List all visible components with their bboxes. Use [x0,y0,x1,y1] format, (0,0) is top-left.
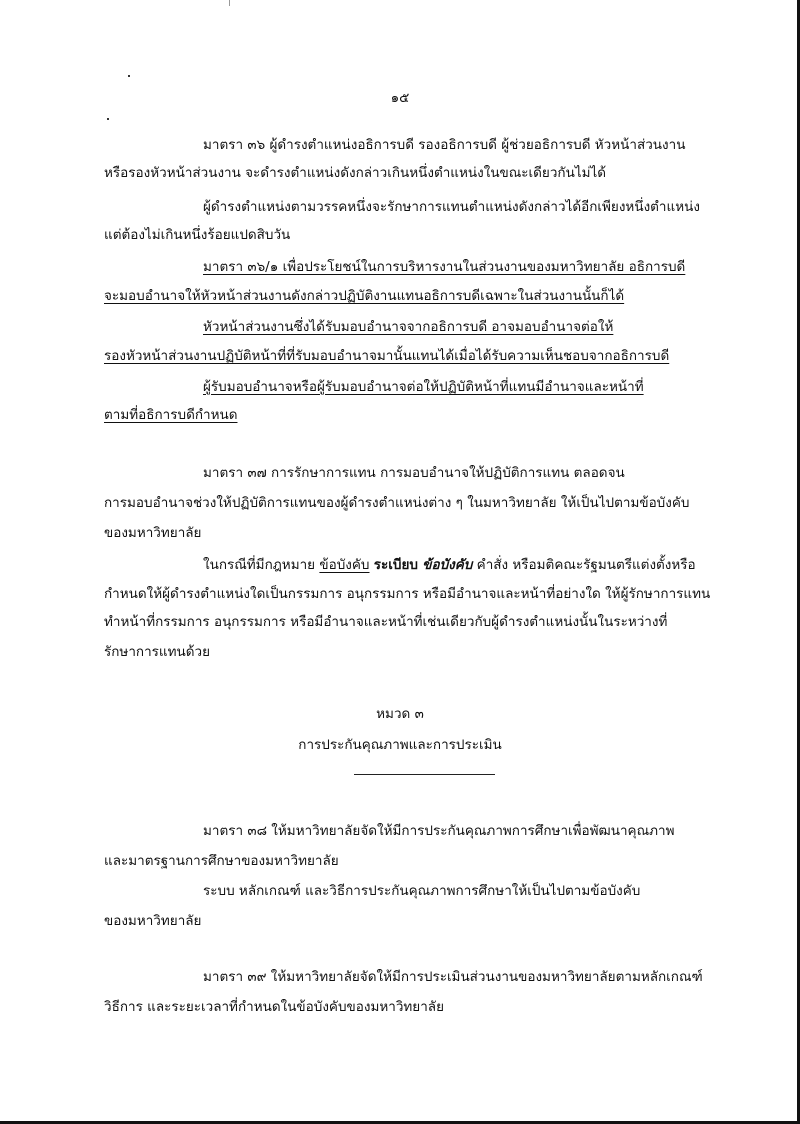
sec38-line2: และมาตรฐานการศึกษาของมหาวิทยาลัย [104,853,339,869]
sec38-line4: ของมหาวิทยาลัย [104,913,202,929]
sec36-1-line3: หัวหน้าส่วนงานซึ่งได้รับมอบอำนาจจากอธิการบดี อาจมอบอำนาจต่อให้ [203,319,614,335]
sec36-1-line4: รองหัวหน้าส่วนงานปฏิบัติหน้าที่ที่รับมอบอำนาจมานั้นแทนได้เมื่อได้รับความเห็นชอบจากอธิการบดี [104,348,670,364]
sec37-line6: ทำหน้าที่กรรมการ อนุกรรมการ หรือมีอำนาจและหน้าที่เช่นเดียวกับผู้ดำรงตำแหน่งนั้นในระหว่างที่ [104,614,668,630]
chapter-number: หมวด ๓ [376,706,424,722]
sec37-line4-part1: ในกรณีที่มีกฎหมาย [203,557,320,573]
sec37-line1: มาตรา ๓๗ การรักษาการแทน การมอบอำนาจให้ปฏิบัติการแทน ตลอดจน [203,465,625,481]
sec38-line1: มาตรา ๓๘ ให้มหาวิทยาลัยจัดให้มีการประกันคุณภาพการศึกษาเพื่อพัฒนาคุณภาพ [203,823,675,839]
sec36-1-line6: ตามที่อธิการบดีกำหนด [104,407,238,423]
sec38-line3: ระบบ หลักเกณฑ์ และวิธีการประกันคุณภาพการศึกษาให้เป็นไปตามข้อบังคับ [203,883,641,899]
sec36-line4: แต่ต้องไม่เกินหนึ่งร้อยแปดสิบวัน [104,227,291,243]
sec36-1-line2: จะมอบอำนาจให้หัวหน้าส่วนงานดังกล่าวปฏิบัติงานแทนอธิการบดีเฉพาะในส่วนงานนั้นก็ได้ [104,288,625,304]
scan-speck [128,75,130,77]
chapter-title: การประกันคุณภาพและการประเมิน [298,737,502,753]
sec36-line2: หรือรองหัวหน้าส่วนงาน จะดำรงตำแหน่งดังกล่าวเกินหนึ่งตำแหน่งในขณะเดียวกันไม่ได้ [104,165,607,181]
sec37-line3: ของมหาวิทยาลัย [104,525,202,541]
sec36-1-line1: มาตรา ๓๖/๑ เพื่อประโยชน์ในการบริหารงานในส่วนงานของมหาวิทยาลัย อธิการบดี [203,259,686,275]
chapter-divider [354,774,495,775]
sec37-line2: การมอบอำนาจช่วงให้ปฏิบัติการแทนของผู้ดำรงตำแหน่งต่าง ๆ ในมหาวิทยาลัย ให้เป็นไปตามข้อบังคับ [104,495,690,511]
sec37-line7: รักษาการแทนด้วย [104,644,210,660]
sec39-line2: วิธีการ และระยะเวลาที่กำหนดในข้อบังคับของมหาวิทยาลัย [104,999,444,1015]
sec36-line3: ผู้ดำรงตำแหน่งตามวรรคหนึ่งจะรักษาการแทนตำแหน่งดังกล่าวได้อีกเพียงหนึ่งตำแหน่ง [203,199,700,215]
page-number: ๑๕ [390,90,410,106]
sec37-line4 [203,556,696,574]
sec37-line4-bold-italic: ข้อบังคับ [422,557,473,573]
sec36-line1: มาตรา ๓๖ ผู้ดำรงตำแหน่งอธิการบดี รองอธิการบดี ผู้ช่วยอธิการบดี หัวหน้าส่วนงาน [203,137,686,153]
sec37-line5: กำหนดให้ผู้ดำรงตำแหน่งใดเป็นกรรมการ อนุกรรมการ หรือมีอำนาจและหน้าที่อย่างใด ให้ผู้รักษาการแทน [104,586,711,602]
sec37-line4-underlined: ข้อบังคับ [319,557,370,573]
sec36-1-line5: ผู้รับมอบอำนาจหรือผู้รับมอบอำนาจต่อให้ปฏิบัติหน้าที่แทนมีอำนาจและหน้าที่ [203,379,644,395]
sec37-line4-bold: ระเบียบ [373,557,418,573]
sec39-line1: มาตรา ๓๙ ให้มหาวิทยาลัยจัดให้มีการประเมินส่วนงานของมหาวิทยาลัยตามหลักเกณฑ์ [203,969,703,985]
sec37-line4-part2: คำสั่ง หรือมติคณะรัฐมนตรีแต่งตั้งหรือ [472,557,696,573]
scan-speck [107,118,109,120]
scan-mark [229,0,230,6]
